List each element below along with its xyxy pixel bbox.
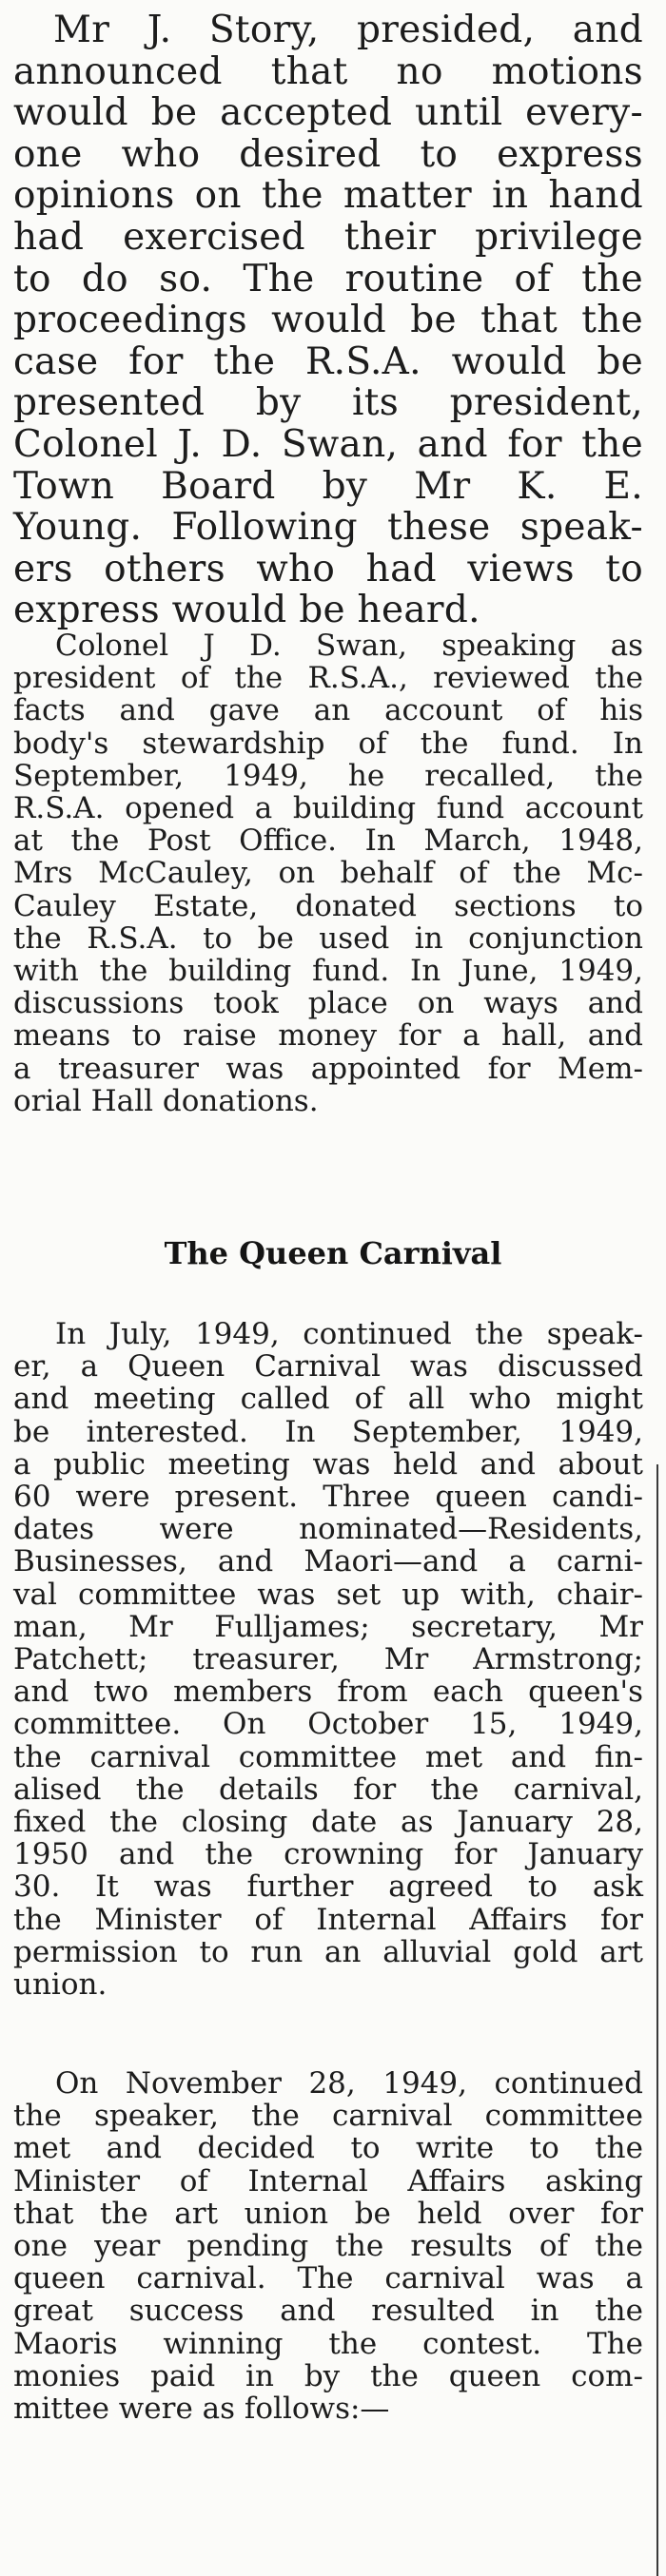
text-line: means to raise money for a hall, and bbox=[13, 1018, 643, 1054]
text-line: permission to run an alluvial gold art bbox=[13, 1934, 643, 1969]
text-line: had exercised their privilege bbox=[13, 215, 643, 259]
text-line: Maoris winning the contest. The bbox=[13, 2326, 643, 2361]
text-line: that the art union be held over for bbox=[13, 2196, 643, 2231]
text-line: R.S.A. opened a building fund account bbox=[13, 791, 643, 826]
text-line: Mr J. Story, presided, and bbox=[53, 9, 643, 51]
text-line: body's stewardship of the fund. In bbox=[13, 726, 643, 761]
text-line: committee. On October 15, 1949, bbox=[13, 1707, 643, 1742]
text-line: er, a Queen Carnival was discussed bbox=[13, 1349, 643, 1385]
text-line: alised the details for the carnival, bbox=[13, 1772, 643, 1807]
text-line: a public meeting was held and about bbox=[13, 1446, 643, 1482]
text-line: Minister of Internal Affairs asking bbox=[13, 2163, 643, 2198]
text-line: case for the R.S.A. would be bbox=[13, 339, 643, 383]
text-line: would be accepted until every- bbox=[13, 91, 643, 135]
text-line: one who desired to express bbox=[13, 132, 643, 176]
text-line: one year pending the results of the bbox=[13, 2229, 643, 2264]
text-line: the R.S.A. to be used in conjunction bbox=[13, 920, 643, 956]
paragraph-art-union bbox=[13, 2067, 643, 2425]
text-line: announced that no motions bbox=[13, 49, 643, 93]
text-line: proceedings would be that the bbox=[13, 299, 643, 342]
text-line: and meeting called of all who might bbox=[13, 1382, 643, 1417]
text-line: In July, 1949, continued the speak- bbox=[55, 1317, 643, 1351]
text-line: be interested. In September, 1949, bbox=[13, 1414, 643, 1449]
text-line: 1950 and the crowning for January bbox=[13, 1837, 643, 1872]
section-subheading: The Queen Carnival bbox=[164, 1235, 502, 1271]
text-line: orial Hall donations. bbox=[13, 1083, 319, 1118]
text-line: the Minister of Internal Affairs for bbox=[13, 1902, 643, 1937]
text-line: with the building fund. In June, 1949, bbox=[13, 954, 643, 989]
text-line: monies paid in by the queen com- bbox=[13, 2358, 643, 2393]
text-line: queen carnival. The carnival was a bbox=[13, 2261, 643, 2296]
text-line: Businesses, and Maori—and a carni- bbox=[13, 1544, 643, 1579]
text-line: union. bbox=[13, 1967, 108, 2003]
text-line: Cauley Estate, donated sections to bbox=[13, 888, 643, 923]
text-line: express would be heard. bbox=[13, 589, 480, 632]
text-line: facts and gave an account of his bbox=[13, 693, 643, 728]
text-line: 30. It was further agreed to ask bbox=[13, 1869, 643, 1905]
text-line: fixed the closing date as January 28, bbox=[13, 1805, 643, 1840]
text-line: discussions took place on ways and bbox=[13, 986, 643, 1021]
text-line: Colonel J. D. Swan, and for the bbox=[13, 422, 643, 466]
text-line: the speaker, the carnival committee bbox=[13, 2099, 643, 2134]
text-line: Patchett; treasurer, Mr Armstrong; bbox=[13, 1642, 643, 1677]
text-line: the carnival committee met and fin- bbox=[13, 1739, 643, 1774]
text-line: ers others who had views to bbox=[13, 547, 643, 591]
text-line: Colonel J D. Swan, speaking as bbox=[55, 629, 643, 663]
text-line: and two members from each queen's bbox=[13, 1675, 643, 1710]
text-line: to do so. The routine of the bbox=[13, 257, 643, 300]
paragraph-swan-report bbox=[13, 629, 643, 1117]
text-line: opinions on the matter in hand bbox=[13, 174, 643, 218]
text-line: On November 28, 1949, continued bbox=[55, 2066, 643, 2101]
column-rule bbox=[656, 1464, 658, 2576]
text-line: at the Post Office. In March, 1948, bbox=[13, 823, 643, 859]
text-line: met and decided to write to the bbox=[13, 2131, 643, 2166]
text-line: 60 were present. Three queen candi- bbox=[13, 1480, 643, 1515]
text-line: September, 1949, he recalled, the bbox=[13, 758, 643, 793]
text-line: presented by its president, bbox=[13, 381, 643, 425]
text-line: Mrs McCauley, on behalf of the Mc- bbox=[13, 856, 643, 891]
text-line: val committee was set up with, chair- bbox=[13, 1577, 643, 1612]
lead-paragraph bbox=[13, 10, 643, 631]
text-line: president of the R.S.A., reviewed the bbox=[13, 661, 643, 696]
text-line: great success and resulted in the bbox=[13, 2294, 643, 2329]
text-line: a treasurer was appointed for Mem- bbox=[13, 1051, 643, 1086]
text-line: Town Board by Mr K. E. bbox=[13, 464, 643, 508]
text-line: dates were nominated—Residents, bbox=[13, 1512, 643, 1547]
text-line: Young. Following these speak- bbox=[13, 506, 643, 550]
text-line: man, Mr Fulljames; secretary, Mr bbox=[13, 1609, 643, 1644]
paragraph-queen-carnival bbox=[13, 1318, 643, 2001]
text-line: mittee were as follows:— bbox=[13, 2392, 390, 2427]
